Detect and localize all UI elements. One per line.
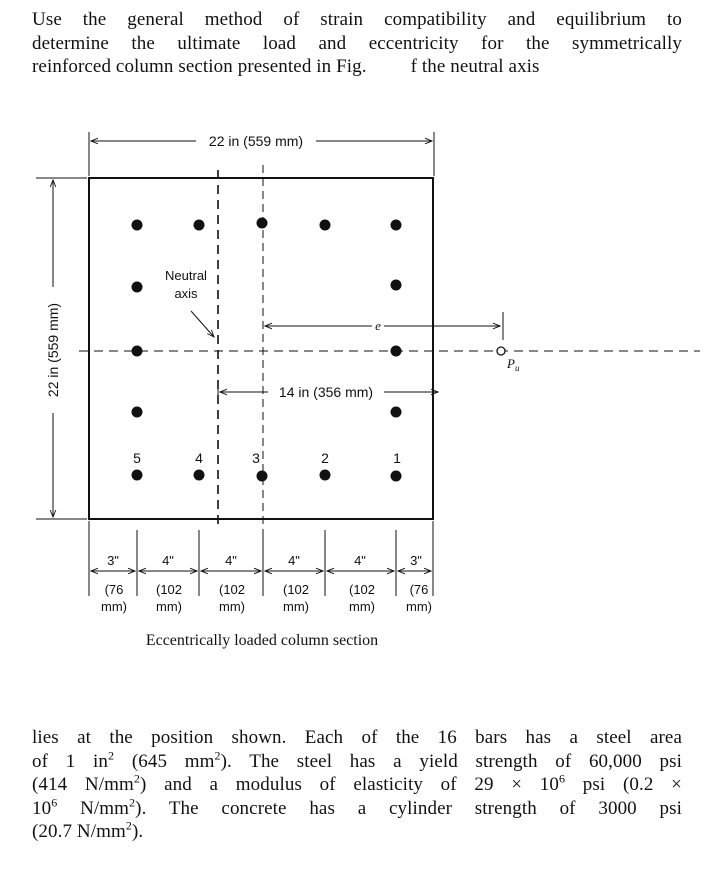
- neutral-axis-label-1: Neutral: [165, 268, 207, 283]
- spacing-mm-1b: mm): [101, 599, 127, 614]
- cont-line-4: $10^6$ $N/mm^2$). The concrete has a cylinder strength of 3000 psi: [32, 795, 682, 819]
- bar: [391, 346, 402, 357]
- cont-line-5: (20.7 $N/mm^2$).: [32, 818, 144, 842]
- spacing-in-1: 3": [107, 553, 119, 568]
- intro-line-1: Use the general method of strain compatibility and equilibrium to: [32, 9, 682, 30]
- spacing-extension-lines: [89, 521, 433, 596]
- spacing-in-3: 4": [225, 553, 237, 568]
- intro-line-3a: reinforced column section presented in Fig.: [32, 56, 367, 77]
- spacing-mm-3a: (102: [218, 582, 246, 597]
- bar: [320, 470, 331, 481]
- spacing-mm-1a: (76: [104, 582, 124, 597]
- load-symbol: $P_u$: [507, 356, 520, 373]
- bar-number-5: 5: [133, 450, 141, 466]
- load-point-marker: [497, 347, 505, 355]
- problem-statement-continuation: [32, 726, 682, 844]
- spacing-mm-2a: (102: [155, 582, 183, 597]
- eccentricity-symbol: e: [375, 318, 381, 333]
- bar-number-4: 4: [195, 450, 203, 466]
- bar: [132, 470, 143, 481]
- figure-caption: Eccentrically loaded column section: [145, 632, 379, 649]
- bar: [132, 346, 143, 357]
- spacing-mm-4b: mm): [283, 599, 309, 614]
- bar: [194, 470, 205, 481]
- bar: [257, 218, 268, 229]
- spacing-in-2: 4": [162, 553, 174, 568]
- spacing-mm-5a: (102: [348, 582, 376, 597]
- bar: [257, 471, 268, 482]
- bar: [194, 220, 205, 231]
- top-dimension-label: 22 in (559 mm): [208, 133, 304, 149]
- cont-line-3: (414 $N/mm^2$) and a modulus of elasticity of $29 \times 10^6$ psi (0.2 ×: [32, 771, 682, 795]
- bar-number-2: 2: [321, 450, 329, 466]
- side-dimension-label: 22 in (559 mm): [45, 302, 61, 398]
- bar: [391, 471, 402, 482]
- neutral-axis-pointer: [191, 311, 214, 337]
- bar-number-1: 1: [393, 450, 401, 466]
- spacing-mm-6b: mm): [406, 599, 432, 614]
- bar-number-3: 3: [252, 450, 260, 466]
- bar: [391, 280, 402, 291]
- spacing-mm-4a: (102: [282, 582, 310, 597]
- neutral-axis-label-2: axis: [174, 286, 198, 301]
- cont-line-1: lies at the position shown. Each of the 16 bars has a steel area: [32, 727, 682, 748]
- bar: [132, 220, 143, 231]
- centroid-dimension-label: 14 in (356 mm): [278, 384, 374, 400]
- bar: [391, 407, 402, 418]
- bar: [132, 282, 143, 293]
- intro-line-2: determine the ultimate load and eccentricity for the symmetrically: [32, 32, 682, 54]
- eccentricity-dimension: [265, 312, 503, 340]
- spacing-in-4: 4": [288, 553, 300, 568]
- centroid-dimension: [218, 380, 438, 404]
- spacing-mm-2b: mm): [156, 599, 182, 614]
- spacing-mm-5b: mm): [349, 599, 375, 614]
- spacing-in-6: 3": [410, 553, 422, 568]
- top-dimension: [89, 132, 434, 176]
- reinforcing-bars: [132, 218, 402, 482]
- bar: [320, 220, 331, 231]
- intro-line-3b: f the neutral axis: [410, 56, 540, 77]
- bar: [391, 220, 402, 231]
- spacing-mm-6a: (76: [409, 582, 429, 597]
- bar: [132, 407, 143, 418]
- cont-line-2: of 1 $in^2$ (645 $mm^2$). The steel has a yield strength of 60,000 psi: [32, 748, 682, 772]
- side-dimension: [36, 178, 87, 519]
- spacing-mm-3b: mm): [219, 599, 245, 614]
- spacing-in-5: 4": [354, 553, 366, 568]
